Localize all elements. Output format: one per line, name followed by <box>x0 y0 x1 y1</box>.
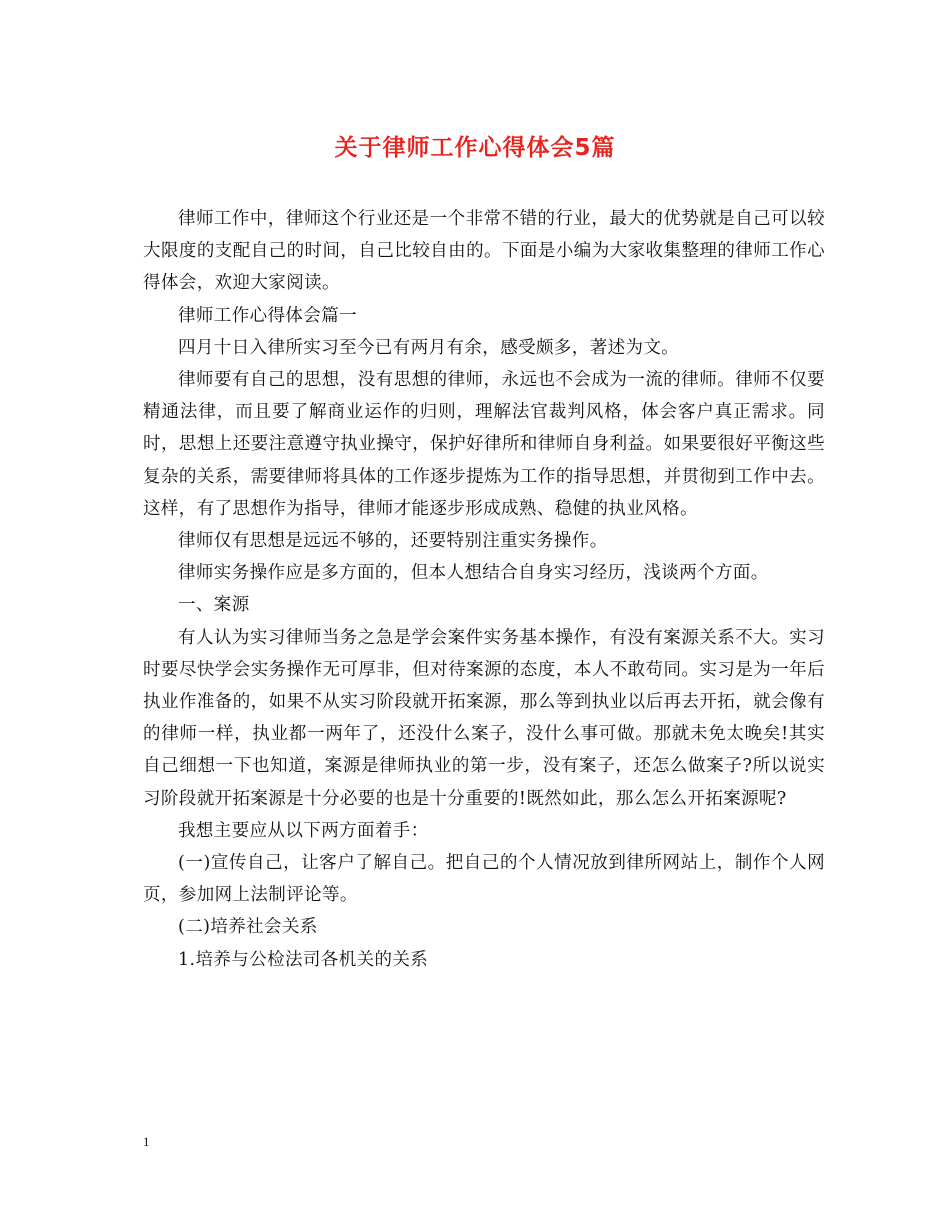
document-body <box>143 203 825 976</box>
section-heading-case-source: 一、案源 <box>178 595 250 616</box>
paragraph: 有人认为实习律师当务之急是学会案件实务基本操作，有没有案源关系不大。实习时要尽快学会实务操作无可厚非，但对待案源的态度，本人不敢苟同。实习是为一年后执业作准备的，如果不从实习阶段就开拓案源，那么等到执业以后再去开拓，就会像有的律师一样，执业都一两年了，还没什么案子，没什么事可做。那就未免太晚矣!其实自己细想一下也知道，案源是律师执业的第一步，没有案子，还怎么做案子?所以说实习阶段就开拓案源是十分必要的也是十分重要的!既然如此，那么怎么开拓案源呢? <box>143 627 825 809</box>
section-heading-part-one: 律师工作心得体会篇一 <box>178 305 357 326</box>
paragraph: 律师仅有思想是远远不够的，还要特别注重实务操作。 <box>178 531 608 552</box>
page-number: 1 <box>143 1134 150 1149</box>
paragraph: 律师实务操作应是多方面的，但本人想结合自身实习经历，浅谈两个方面。 <box>178 563 769 584</box>
paragraph: 我想主要应从以下两方面着手： <box>178 820 429 841</box>
paragraph: 律师要有自己的思想，没有思想的律师，永远也不会成为一流的律师。律师不仅要精通法律，而且要了解商业运作的归则，理解法官裁判风格，体会客户真正需求。同时，思想上还要注意遵守执业操守，保护好律所和律师自身利益。如果要很好平衡这些复杂的关系，需要律师将具体的工作逐步提炼为工作的指导思想，并贯彻到工作中去。这样，有了思想作为指导，律师才能逐步形成成熟、稳健的执业风格。 <box>143 370 825 519</box>
list-item: (二)培养社会关系 <box>178 917 318 938</box>
paragraph: 四月十日入律所实习至今已有两月有余，感受颇多，著述为文。 <box>178 337 680 358</box>
paragraph-intro: 律师工作中，律师这个行业还是一个非常不错的行业，最大的优势就是自己可以较大限度的支配自己的时间，自己比较自由的。下面是小编为大家收集整理的律师工作心得体会，欢迎大家阅读。 <box>143 209 825 294</box>
document-title: 关于律师工作心得体会5篇 <box>334 135 616 161</box>
list-item: (一)宣传自己，让客户了解自己。把自己的个人情况放到律所网站上，制作个人网页，参加网上法制评论等。 <box>143 853 825 906</box>
list-item: 1.培养与公检法司各机关的关系 <box>178 949 429 970</box>
